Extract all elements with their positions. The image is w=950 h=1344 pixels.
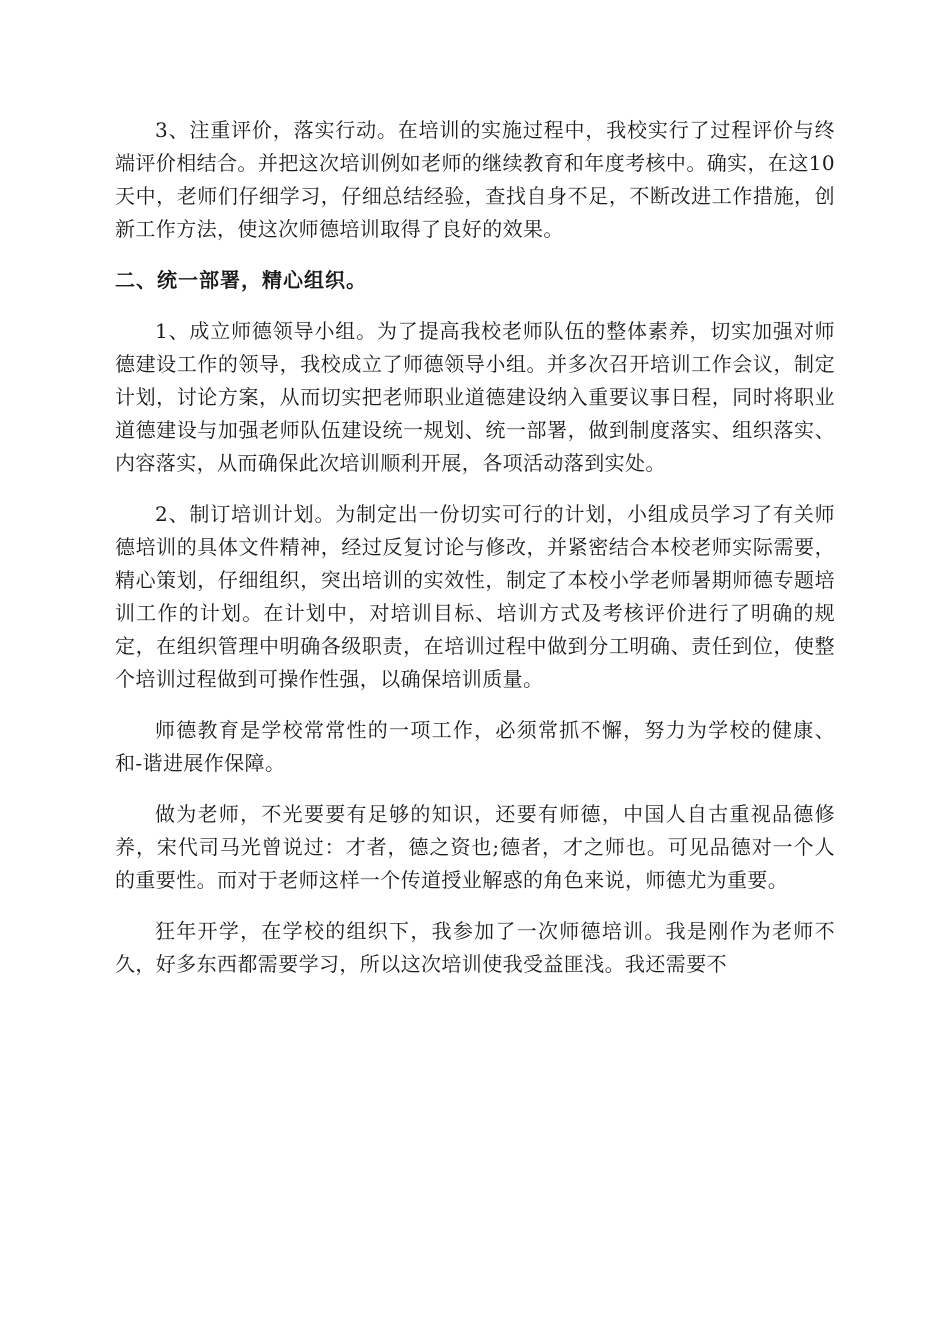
document-page — [115, 114, 835, 999]
paragraph-leadership-group: 1、成立师德领导小组。为了提高我校老师队伍的整体素养，切实加强对师德建设工作的领导，我校成立了师德领导小组。并多次召开培训工作会议，制定计划，讨论方案，从而切实把老师职业道德建设纳入重要议事日程，同时将职业道德建设与加强老师队伍建设统一规划、统一部署，做到制度落实、组织落实、内容落实，从而确保此次培训顺利开展，各项活动落到实处。 — [115, 319, 835, 475]
paragraph-evaluation: 3、注重评价，落实行动。在培训的实施过程中，我校实行了过程评价与终端评价相结合。并把这次培训例如老师的继续教育和年度考核中。确实，在这10天中，老师们仔细学习，仔细总结经验，查找自身不足，不断改进工作措施，创新工作方法，使这次师德培训取得了良好的效果。 — [115, 118, 835, 241]
section-heading: 二、统一部署，精心组织。 — [115, 268, 367, 292]
paragraph-training-plan: 2、制订培训计划。为制定出一份切实可行的计划，小组成员学习了有关师德培训的具体文件精神，经过反复讨论与修改，并紧密结合本校老师实际需要，精心策划，仔细组织，突出培训的实效性，制定了本校小学老师暑期师德专题培训工作的计划。在计划中，对培训目标、培训方式及考核评价进行了明确的规定，在组织管理中明确各级职责，在培训过程中做到分工明确、责任到位，使整个培训过程做到可操作性强，以确保培训质量。 — [115, 502, 835, 691]
paragraph-ethics-education: 师德教育是学校常常性的一项工作，必须常抓不懈，努力为学校的健康、和-谐进展作保障。 — [115, 718, 835, 775]
paragraph-teacher-ethics: 做为老师，不光要要有足够的知识，还要有师德，中国人自古重视品德修养，宋代司马光曾说过：才者，德之资也;德者，才之师也。可见品德对一个人的重要性。而对于老师这样一个传道授业解惑的角色来说，师德尤为重要。 — [115, 802, 835, 892]
paragraph-training-experience: 狂年开学，在学校的组织下，我参加了一次师德培训。我是刚作为老师不久，好多东西都需要学习，所以这次培训使我受益匪浅。我还需要不 — [115, 919, 835, 976]
